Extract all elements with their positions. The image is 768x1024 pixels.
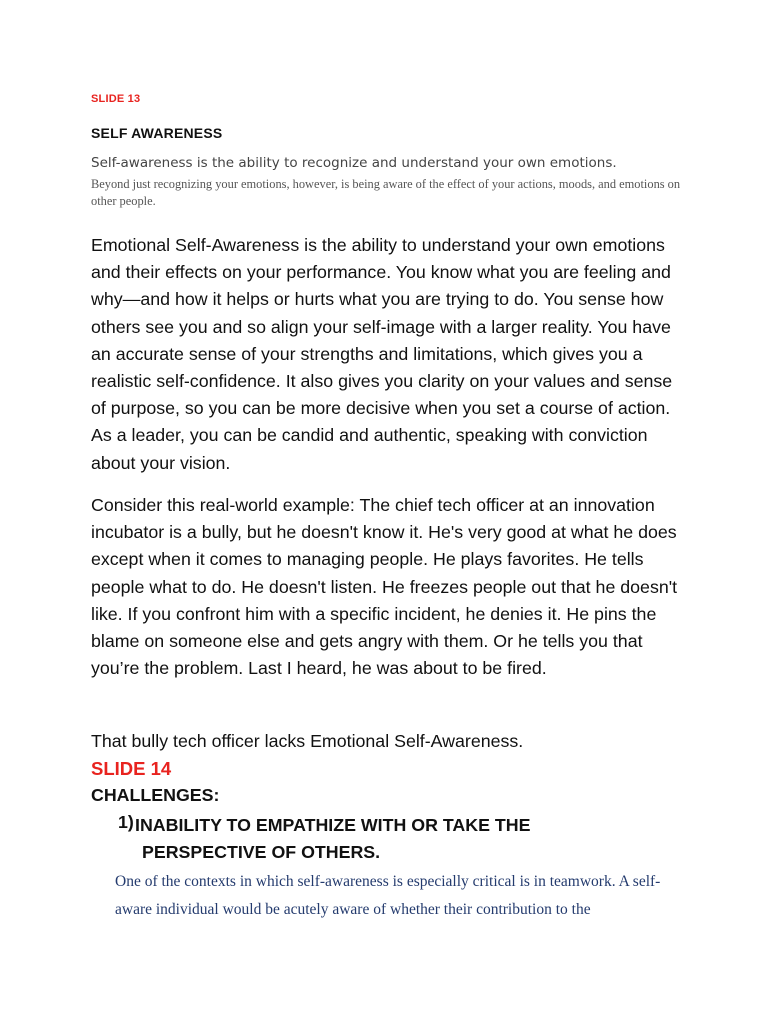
- paragraph-real-world-example: Consider this real-world example: The chief tech officer at an innovation incubator is a bully, but he doesn't know it. He's very good at what he does except when it comes to managing people. He plays favorites. He tells people what to do. He doesn't listen. He freezes people out that he doesn't like. If you confront him with a specific incident, he denies it. He pins the blame on someone else and gets angry with them. Or he tells you that you’re the problem. Last I heard, he was about to be fired.: [91, 495, 678, 679]
- paragraph-emotional-self-awareness: Emotional Self-Awareness is the ability to understand your own emotions and their effects on your performance. You know what you are feeling and why—and how it helps or hurts what you are trying to do. You sense how others see you and so align your self-image with a larger reality. You have an accurate sense of your strengths and limitations, which gives you a realistic self-confidence. It also gives you clarity on your values and sense of purpose, so you can be more decisive when you set a course of action. As a leader, you can be candid and authentic, speaking with conviction about your vision.: [91, 235, 673, 473]
- challenge-number: 1): [118, 812, 134, 832]
- intro-definition: Self-awareness is the ability to recognize and understand your own emotions.: [91, 155, 617, 171]
- challenge-title-line-2: PERSPECTIVE OF OTHERS.: [142, 842, 381, 862]
- challenge-item-title: [135, 812, 655, 866]
- slide-13-label: SLIDE 13: [91, 93, 141, 105]
- paragraph-conclusion: That bully tech officer lacks Emotional Self-Awareness.: [91, 731, 524, 751]
- slide-14-label: SLIDE 14: [91, 758, 172, 779]
- challenge-body-text: One of the contexts in which self-awareness is especially critical is in teamwork. A self-aware individual would be acutely aware of whether their contribution to the: [115, 873, 661, 918]
- intro-extension: Beyond just recognizing your emotions, however, is being aware of the effect of your actions, moods, and emotions on other people.: [91, 177, 681, 208]
- challenge-title-line-1: INABILITY TO EMPATHIZE WITH OR TAKE THE: [135, 815, 531, 835]
- challenges-heading: CHALLENGES:: [91, 785, 220, 805]
- self-awareness-heading: SELF AWARENESS: [91, 125, 223, 141]
